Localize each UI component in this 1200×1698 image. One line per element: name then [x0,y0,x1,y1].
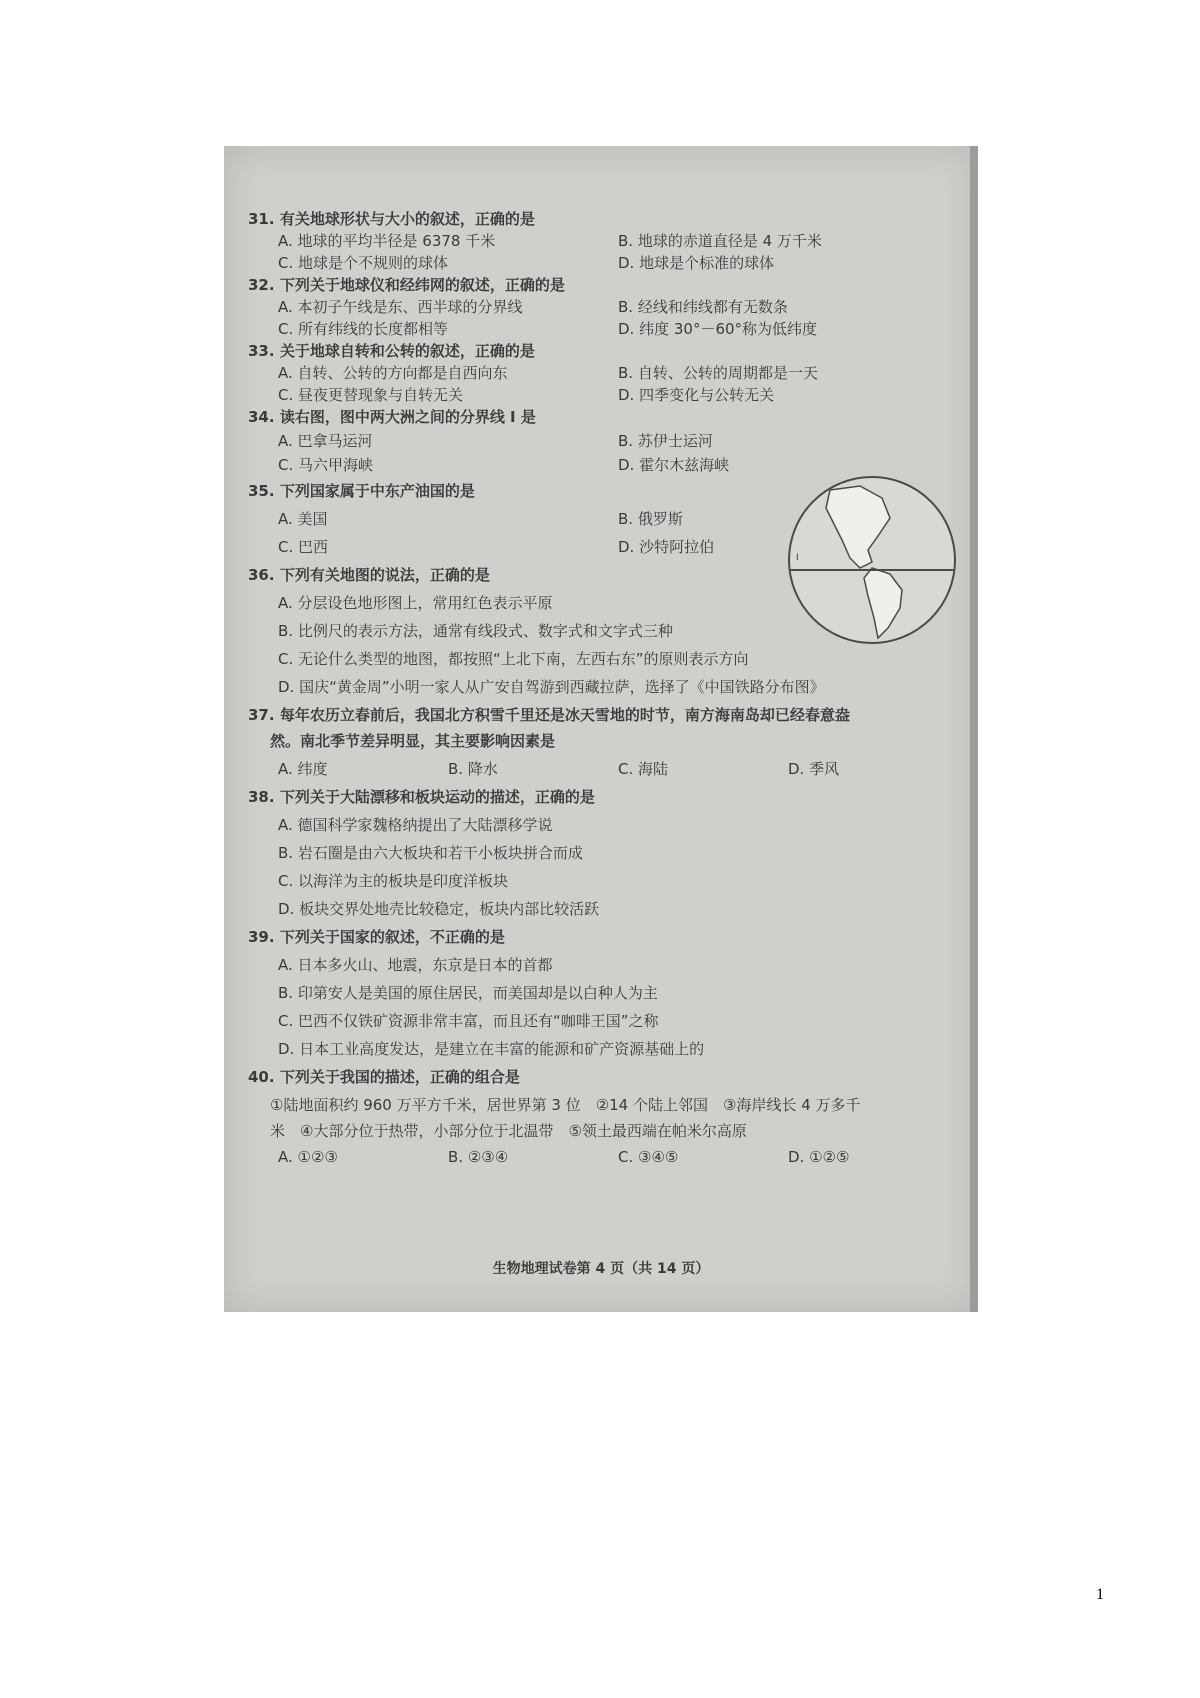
option-c: C. 昼夜更替现象与自转无关 [278,386,464,404]
question-text: 下列关于大陆漂移和板块运动的描述，正确的是 [279,788,595,806]
question-number: 35. [248,482,275,500]
option-a: A. 美国 [278,510,328,528]
page-number: 1 [1096,1586,1104,1603]
question-text: 下列关于国家的叙述，不正确的是 [279,928,505,946]
option-c: C. 马六甲海峡 [278,456,374,474]
option-d: D. 纬度 30°－60°称为低纬度 [618,320,818,338]
option-b: B. ②③④ [448,1148,509,1166]
option-a: A. 分层设色地形图上，常用红色表示平原 [278,594,553,612]
option-d: D. ①②⑤ [788,1148,850,1166]
option-c: C. 巴西不仅铁矿资源非常丰富，而且还有“咖啡王国”之称 [278,1012,659,1030]
option-c: C. ③④⑤ [618,1148,679,1166]
option-a: A. 本初子午线是东、西半球的分界线 [278,298,523,316]
option-d: D. 季风 [788,760,840,778]
option-c: C. 无论什么类型的地图，都按照“上北下南，左西右东”的原则表示方向 [278,650,749,668]
option-c: C. 巴西 [278,538,329,556]
question-39 [248,926,505,947]
question-text: 有关地球形状与大小的叙述，正确的是 [279,210,535,228]
option-b: B. 岩石圈是由六大板块和若干小板块拼合而成 [278,844,583,862]
option-b: B. 印第安人是美国的原住居民，而美国却是以白种人为主 [278,984,658,1002]
option-c: C. 海陆 [618,760,669,778]
question-35 [248,480,475,501]
question-37 [248,704,850,725]
question-text: 下列国家属于中东产油国的是 [279,482,475,500]
question-33 [248,340,535,361]
question-number: 31. [248,210,275,228]
question-number: 36. [248,566,275,584]
question-number: 34. [248,408,275,426]
option-a: A. 自转、公转的方向都是自西向东 [278,364,508,382]
option-b: B. 比例尺的表示方法，通常有线段式、数字式和文字式三种 [278,622,673,640]
option-d: D. 板块交界处地壳比较稳定，板块内部比较活跃 [278,900,600,918]
question-number: 38. [248,788,275,806]
option-d: D. 国庆“黄金周”小明一家人从广安自驾游到西藏拉萨，选择了《中国铁路分布图》 [278,678,825,696]
option-d: D. 霍尔木兹海峡 [618,456,730,474]
question-36 [248,564,490,585]
question-40-statements-line1: ①陆地面积约 960 万平方千米，居世界第 3 位 ②14 个陆上邻国 ③海岸线长 4 万多千 [270,1096,861,1114]
question-40 [248,1066,520,1087]
question-text: 读右图，图中两大洲之间的分界线 I 是 [279,408,536,426]
globe-map [788,476,956,644]
question-text: 下列关于我国的描述，正确的组合是 [279,1068,520,1086]
option-c: C. 以海洋为主的板块是印度洋板块 [278,872,509,890]
option-a: A. 地球的平均半径是 6378 千米 [278,232,496,250]
question-number: 39. [248,928,275,946]
option-c: C. 所有纬线的长度都相等 [278,320,449,338]
question-number: 32. [248,276,275,294]
question-34 [248,406,536,427]
option-b: B. 苏伊士运河 [618,432,713,450]
question-text: 下列有关地图的说法，正确的是 [279,566,490,584]
question-text: 每年农历立春前后，我国北方积雪千里还是冰天雪地的时节，南方海南岛却已经春意盎 [279,706,850,724]
question-text: 下列关于地球仪和经纬网的叙述，正确的是 [279,276,565,294]
option-a: A. 纬度 [278,760,328,778]
option-b: B. 经线和纬线都有无数条 [618,298,788,316]
option-d: D. 地球是个标准的球体 [618,254,775,272]
option-b: B. 自转、公转的周期都是一天 [618,364,818,382]
option-d: D. 日本工业高度发达，是建立在丰富的能源和矿产资源基础上的 [278,1040,705,1058]
option-a: A. 德国科学家魏格纳提出了大陆漂移学说 [278,816,553,834]
question-31 [248,208,535,229]
question-text: 关于地球自转和公转的叙述，正确的是 [279,342,535,360]
exam-footer: 生物地理试卷第 4 页（共 14 页） [492,1261,710,1277]
option-b: B. 俄罗斯 [618,510,683,528]
question-number: 33. [248,342,275,360]
option-b: B. 降水 [448,760,498,778]
scanned-exam-photo [224,146,978,1312]
option-d: D. 四季变化与公转无关 [618,386,775,404]
option-a: A. 日本多火山、地震，东京是日本的首都 [278,956,553,974]
option-c: C. 地球是个不规则的球体 [278,254,449,272]
question-40-statements-line2: 米 ④大部分位于热带，小部分位于北温带 ⑤领土最西端在帕米尔高原 [270,1122,747,1140]
option-a: A. 巴拿马运河 [278,432,373,450]
question-number: 40. [248,1068,275,1086]
americas-map-icon [790,478,954,642]
map-label-i: I [796,553,799,563]
question-37-continued: 然。南北季节差异明显，其主要影响因素是 [270,732,556,750]
option-a: A. ①②③ [278,1148,338,1166]
question-32 [248,274,565,295]
question-38 [248,786,595,807]
option-b: B. 地球的赤道直径是 4 万千米 [618,232,822,250]
question-number: 37. [248,706,275,724]
option-d: D. 沙特阿拉伯 [618,538,715,556]
